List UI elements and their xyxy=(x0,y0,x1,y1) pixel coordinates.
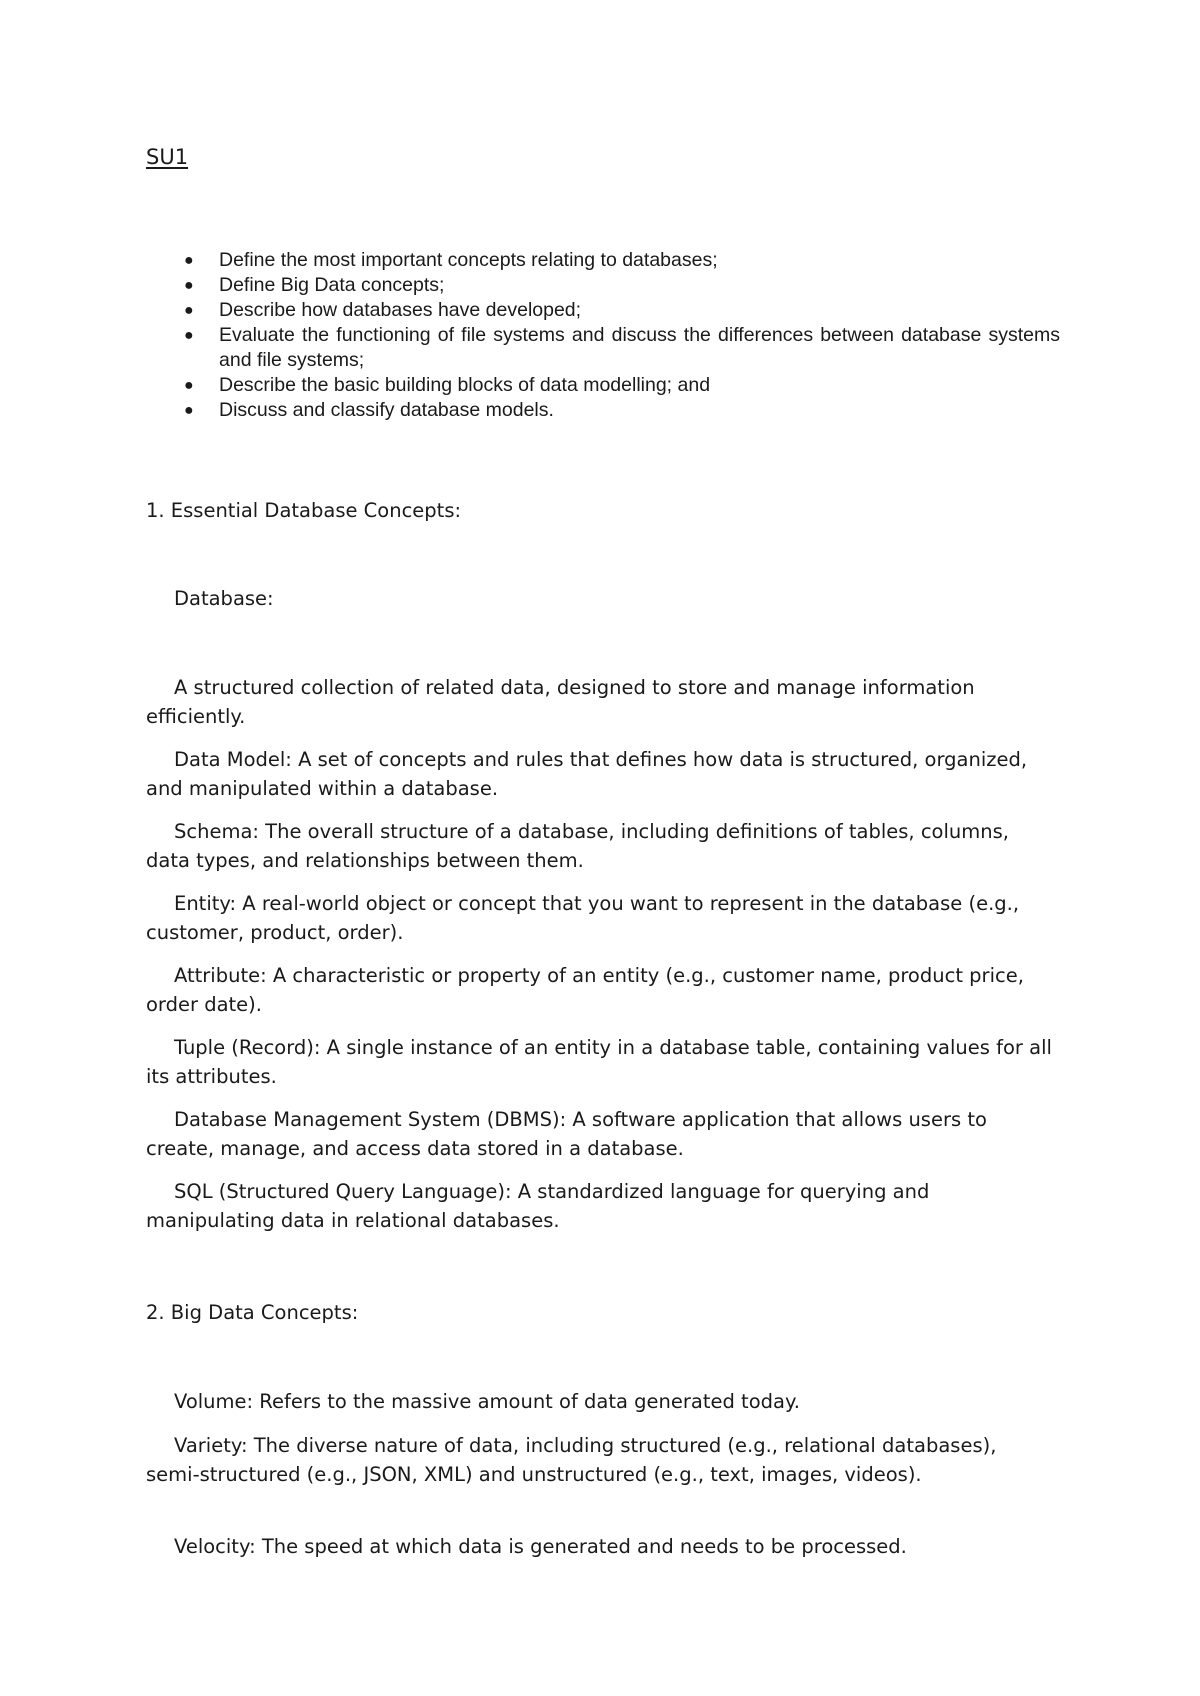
section-1-subheading: Database: xyxy=(174,587,274,610)
bullet-icon: ● xyxy=(184,327,194,344)
definition-database: A structured collection of related data, designed to store and manage information efficiently. xyxy=(146,676,975,728)
definition-data-model: Data Model: A set of concepts and rules that defines how data is structured, organized, and manipulated within a database. xyxy=(146,748,1028,800)
definition-tuple: Tuple (Record): A single instance of an entity in a database table, containing values for all its attributes. xyxy=(146,1036,1052,1088)
bullet-icon: ● xyxy=(184,252,194,269)
objective-item xyxy=(178,248,1060,273)
definition-sql: SQL (Structured Query Language): A standardized language for querying and manipulating data in relational databases. xyxy=(146,1180,930,1232)
objective-text: Evaluate the functioning of file systems and discuss the differences between database systems and file systems; xyxy=(219,324,1060,371)
objective-text: Define the most important concepts relating to databases; xyxy=(219,249,718,271)
objective-item xyxy=(178,298,1060,323)
objective-text: Describe how databases have developed; xyxy=(219,299,582,321)
objective-item xyxy=(178,323,1060,373)
definition-volume: Volume: Refers to the massive amount of data generated today. xyxy=(174,1390,800,1413)
bullet-icon: ● xyxy=(184,402,194,419)
objective-item xyxy=(178,273,1060,298)
objective-item xyxy=(178,398,1060,423)
definition-attribute: Attribute: A characteristic or property of an entity (e.g., customer name, product price, order date). xyxy=(146,964,1024,1016)
document-title: SU1 xyxy=(146,145,189,169)
definition-entity: Entity: A real-world object or concept that you want to represent in the database (e.g., customer, product, order). xyxy=(146,892,1020,944)
definition-velocity: Velocity: The speed at which data is generated and needs to be processed. xyxy=(174,1535,907,1558)
objectives-list xyxy=(178,248,1060,423)
definition-variety: Variety: The diverse nature of data, including structured (e.g., relational databases), semi-structured (e.g., JSON, XML) and unstructured (e.g., text, images, videos). xyxy=(146,1434,997,1486)
bullet-icon: ● xyxy=(184,377,194,394)
objective-text: Discuss and classify database models. xyxy=(219,399,554,421)
objective-text: Define Big Data concepts; xyxy=(219,274,445,296)
definition-schema: Schema: The overall structure of a database, including definitions of tables, columns, data types, and relationships between them. xyxy=(146,820,1009,872)
objective-item xyxy=(178,373,1060,398)
bullet-icon: ● xyxy=(184,277,194,294)
section-1-heading: 1. Essential Database Concepts: xyxy=(146,499,462,522)
definition-dbms: Database Management System (DBMS): A software application that allows users to create, manage, and access data stored in a database. xyxy=(146,1108,987,1160)
section-2-heading: 2. Big Data Concepts: xyxy=(146,1301,359,1324)
bullet-icon: ● xyxy=(184,302,194,319)
objective-text: Describe the basic building blocks of data modelling; and xyxy=(219,374,711,396)
